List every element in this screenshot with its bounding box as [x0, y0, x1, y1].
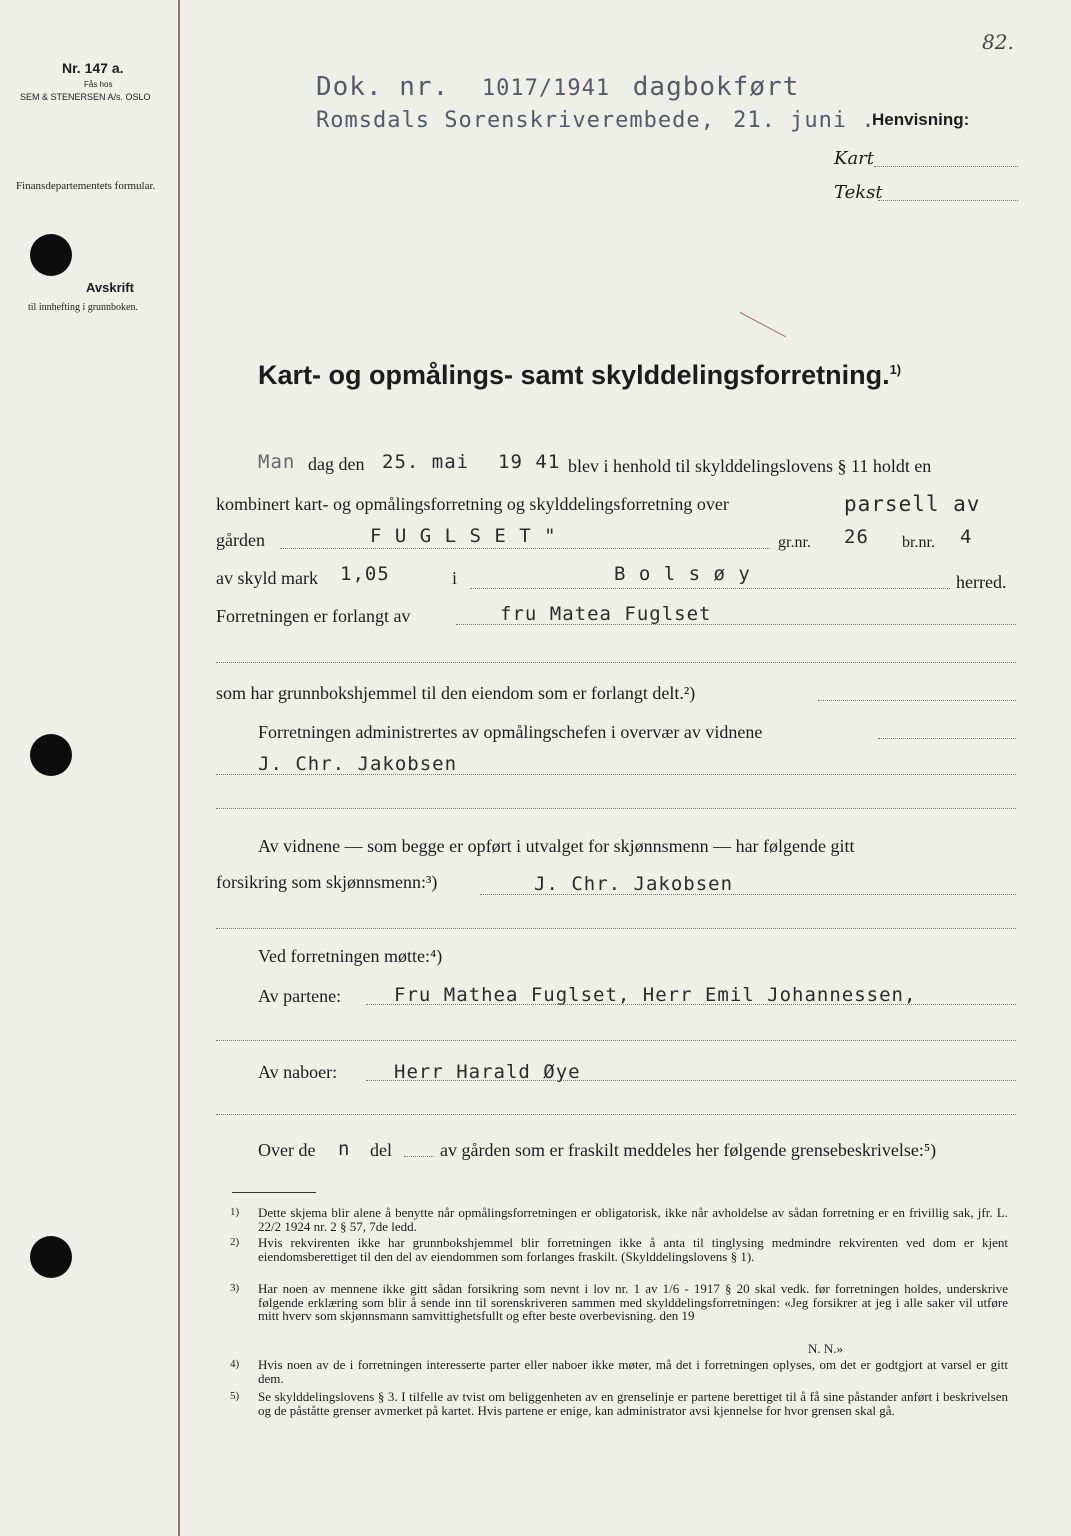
page-number: 82. [982, 30, 1014, 54]
footnote-num: 3) [230, 1282, 240, 1294]
doc-stamp-suffix: dagbokført [632, 72, 800, 102]
over-value: n [338, 1138, 351, 1160]
blank-line-5 [216, 1114, 1016, 1115]
doc-year: /1941 [538, 76, 611, 101]
form-origin: Finansdepartementets formular. [16, 180, 156, 192]
footnote-1 [230, 1205, 1008, 1234]
year-value: 19 41 [498, 451, 561, 473]
stamp-office: Romsdals Sorenskriverembede, [316, 108, 715, 133]
reference-heading: Henvisning: [872, 110, 970, 129]
forsikring-label: forsikring som skjønnsmenn:³) [216, 872, 438, 892]
naboer-value: Herr Harald Øye [394, 1061, 581, 1083]
forlangt-label: Forretningen er forlangt av [216, 606, 411, 626]
punch-hole-bottom [30, 1236, 72, 1278]
skyld-label: av skyld mark [216, 568, 318, 588]
blank-line-2 [216, 808, 1016, 809]
over-label: Over de [258, 1140, 316, 1160]
footnote-4 [230, 1357, 1008, 1386]
punch-hole-middle [30, 734, 72, 776]
municipality-line [470, 588, 950, 589]
brnr-label: br.nr. [902, 534, 935, 551]
garden-label: gården [216, 530, 265, 550]
farm-line [280, 548, 770, 549]
requester-line [456, 624, 1016, 625]
doc-stamp-prefix: Dok. nr. [316, 72, 450, 102]
form-number: Nr. 147 a. [62, 60, 124, 76]
partene-label: Av partene: [258, 986, 342, 1006]
footnote-text: Hvis noen av de i forretningen interesserte parter eller naboer ikke møter, må det i forretningen oplyses, om det er godtgjort at varsel er gitt dem. [258, 1357, 1008, 1386]
hjemmel-text: som har grunnbokshjemmel til den eiendom som er forlangt delt.²) [216, 683, 696, 703]
footnote-text: Se skylddelingslovens § 3. I tilfelle av tvist om beliggenheten av en grenselinje er partene berettiget til å få sine påstander anført i beskrivelsen og de påståtte grenser avmerket på kartet. Hvis partene er enige, kan administrator avsi kjennelse for hvor grensen skal gå. [258, 1389, 1008, 1418]
footnote-3-signature [258, 1342, 1008, 1356]
day-value: Man [258, 451, 296, 473]
skyld-value: 1,05 [340, 563, 390, 585]
object-value: parsell av [844, 492, 981, 516]
forsikring-value: J. Chr. Jakobsen [534, 873, 734, 895]
footnote-5 [230, 1389, 1008, 1418]
admin-text: Forretningen administrertes av opmålingschefen i overvær av vidnene [258, 722, 763, 742]
punch-hole-top [30, 234, 72, 276]
footnote-num: 4) [230, 1358, 240, 1370]
farm-name: F U G L S E T " [370, 525, 557, 547]
municipality-value: B o l s ø y [614, 563, 751, 585]
grense-text: av gården som er fraskilt meddeles her følgende grensebeskrivelse:⁵) [440, 1140, 937, 1160]
footnote-num: 5) [230, 1390, 240, 1402]
grnr-label: gr.nr. [778, 534, 811, 551]
footnote-num: 1) [230, 1206, 240, 1218]
title-note: 1) [889, 362, 902, 377]
requester-value: fru Matea Fuglset [500, 603, 712, 625]
blev-text: blev i henhold til skylddelingslovens § 11 holdt en [568, 456, 932, 476]
witness-value: J. Chr. Jakobsen [258, 753, 458, 775]
del-label: del [370, 1140, 392, 1160]
admin-line [878, 738, 1016, 739]
footnote-text: N. N.» [808, 1341, 844, 1356]
page-title [258, 360, 901, 391]
brnr-value: 4 [960, 526, 973, 548]
pencil-mark [740, 312, 786, 337]
reference-tekst-label: Tekst [834, 182, 883, 203]
publisher-line2: SEM & STENERSEN A/s. OSLO [20, 92, 151, 102]
vidnene-text: Av vidnene — som begge er opført i utvalget for skjønnsmenn — har følgende gitt [258, 836, 855, 856]
herred-label: herred. [956, 572, 1007, 592]
title-text: Kart- og opmålings- samt skylddelingsforretning. [258, 360, 890, 390]
stamp-date: 21. juni . [733, 108, 876, 133]
partene-value: Fru Mathea Fuglset, Herr Emil Johannessen, [394, 984, 917, 1006]
dag-den-label: dag den [308, 454, 365, 474]
naboer-label: Av naboer: [258, 1062, 338, 1082]
reference-kart-label: Kart [834, 148, 875, 169]
motte-label: Ved forretningen møtte:⁴) [258, 946, 443, 966]
naboer-line [366, 1080, 1016, 1081]
footnote-separator [232, 1192, 316, 1193]
date-value: 25. mai [382, 451, 470, 473]
publisher-line1: Fås hos [84, 80, 113, 89]
witness-line [216, 774, 1016, 775]
reference-tekst-line [878, 200, 1018, 201]
footnote-num: 2) [230, 1236, 240, 1248]
partene-line [366, 1004, 1016, 1005]
margin-rule [178, 0, 180, 1536]
footnote-text: Dette skjema blir alene å benytte når opmålingsforretningen er obligatorisk, ikke når avholdelse av sådan forretning er en frivillig sak, jfr. L. 22/2 1924 nr. 2 § 57, 7de ledd. [258, 1205, 1008, 1234]
blank-line-1 [216, 662, 1016, 663]
del-line [404, 1156, 434, 1157]
forsikring-line [480, 894, 1016, 895]
doc-stamp-line2 [316, 108, 876, 133]
copy-label: Avskrift [86, 280, 134, 295]
reference-kart-line [874, 166, 1018, 167]
kombinert-text: kombinert kart- og opmålingsforretning og skylddelingsforretning over [216, 494, 729, 514]
blank-line-3 [216, 928, 1016, 929]
i-label: i [452, 568, 458, 588]
copy-note: til innhefting i grunnboken. [28, 302, 138, 313]
footnote-2 [230, 1235, 1008, 1264]
hjemmel-line [818, 700, 1016, 701]
doc-stamp-line1 [316, 72, 799, 102]
footnote-text: Har noen av mennene ikke gitt sådan forsikring som nevnt i lov nr. 1 av 1/6 - 1917 § 20 skal vedk. før forretningen holdes, underskrive følgende erklæring som blir å sende inn til sorenskriveren sammen med skylddelingsforretningen: «Jeg forsikrer at jeg i alle saker vil utføre mitt hverv som skjønnsmann samvittighetsfullt og efter beste overbevisning. den 19 [258, 1281, 1008, 1323]
footnote-text: Hvis rekvirenten ikke har grunnbokshjemmel blir forretningen ikke å anta til tinglysing medmindre rekvirenten ved dom er kjent eiendomsberettiget til den del av eiendommen som forlanges fraskilt. (Skylddelingslovens § 1). [258, 1235, 1008, 1264]
grnr-value: 26 [844, 526, 869, 548]
doc-number: 1017 [481, 76, 539, 101]
blank-line-4 [216, 1040, 1016, 1041]
footnote-3 [230, 1281, 1008, 1323]
